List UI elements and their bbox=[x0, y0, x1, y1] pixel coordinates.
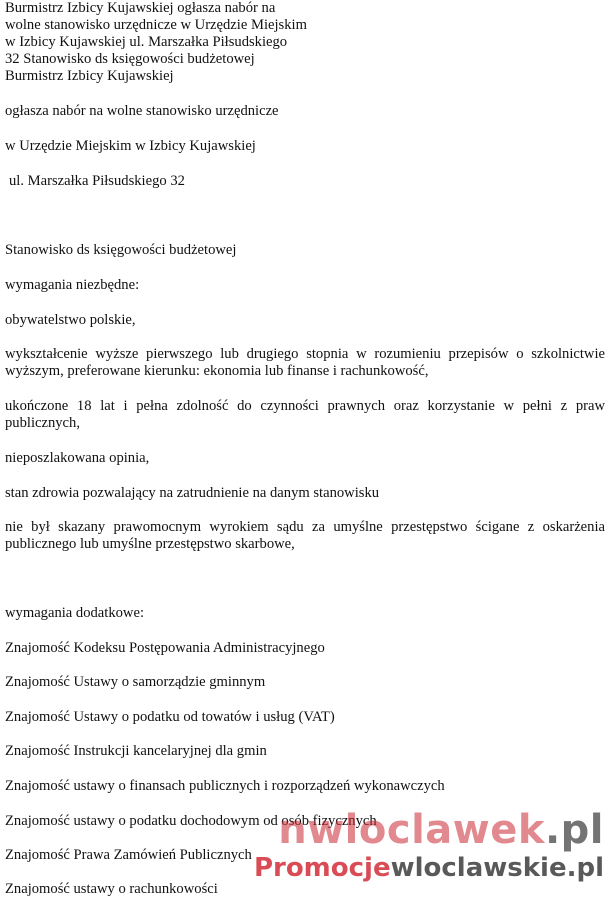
additional-item: Znajomość ustawy o finansach publicznych i rozporządzeń wykonawczych bbox=[5, 778, 445, 794]
additional-heading: wymagania dodatkowe: bbox=[5, 605, 145, 621]
header-line: Burmistrz Izbicy Kujawskiej ogłasza nabór na bbox=[5, 0, 276, 16]
required-item: stan zdrowia pozwalający na zatrudnienie na danym stanowisku bbox=[5, 485, 380, 501]
watermark-promo bbox=[254, 853, 604, 883]
additional-item: Znajomość ustawy o rachunkowości bbox=[5, 881, 218, 897]
header-line: Burmistrz Izbicy Kujawskiej bbox=[5, 68, 174, 84]
additional-item: Znajomość Kodeksu Postępowania Administracyjnego bbox=[5, 640, 325, 656]
required-item: ukończone 18 lat i pełna zdolność do czynności prawnych oraz korzystanie w pełni z praw publicznych, bbox=[5, 398, 605, 431]
intro-line: ogłasza nabór na wolne stanowisko urzędnicze bbox=[5, 103, 279, 119]
additional-item: Znajomość Ustawy o podatku od towatów i usług (VAT) bbox=[5, 709, 335, 725]
watermark-text: .pl bbox=[544, 807, 604, 853]
required-item: nie był skazany prawomocnym wyrokiem sądu za umyślne przestępstwo ścigane z oskarżenia publicznego lub umyślne przestępstwo skarbowe, bbox=[5, 519, 605, 552]
header-line: 32 Stanowisko ds księgowości budżetowej bbox=[5, 51, 255, 67]
watermark-site bbox=[278, 808, 604, 852]
required-item: obywatelstwo polskie, bbox=[5, 312, 136, 328]
header-line: wolne stanowisko urzędnicze w Urzędzie Miejskim bbox=[5, 17, 307, 33]
intro-line: w Urzędzie Miejskim w Izbicy Kujawskiej bbox=[5, 138, 256, 154]
required-heading: wymagania niezbędne: bbox=[5, 277, 140, 293]
header-block bbox=[5, 0, 307, 85]
additional-item: Znajomość Ustawy o samorządzie gminnym bbox=[5, 674, 266, 690]
position-title: Stanowisko ds księgowości budżetowej bbox=[5, 242, 237, 258]
additional-item: Znajomość Prawa Zamówień Publicznych bbox=[5, 847, 252, 863]
additional-item: Znajomość ustawy o podatku dochodowym od osób fizycznych bbox=[5, 813, 377, 829]
header-line: w Izbicy Kujawskiej ul. Marszałka Piłsudskiego bbox=[5, 34, 288, 50]
watermark-text: nwloclawek bbox=[278, 807, 545, 853]
additional-item: Znajomość Instrukcji kancelaryjnej dla gmin bbox=[5, 743, 267, 759]
watermark-text: Promocje bbox=[253, 853, 391, 883]
intro-line: ul. Marszałka Piłsudskiego 32 bbox=[9, 173, 185, 189]
required-item: nieposzlakowana opinia, bbox=[5, 450, 150, 466]
watermark-text: wloclawskie.pl bbox=[390, 853, 604, 883]
required-item: wykształcenie wyższe pierwszego lub drugiego stopnia w rozumieniu przepisów o szkolnictwie wyższym, preferowane kierunku: ekonomia lub finanse i rachunkowość, bbox=[5, 346, 605, 379]
